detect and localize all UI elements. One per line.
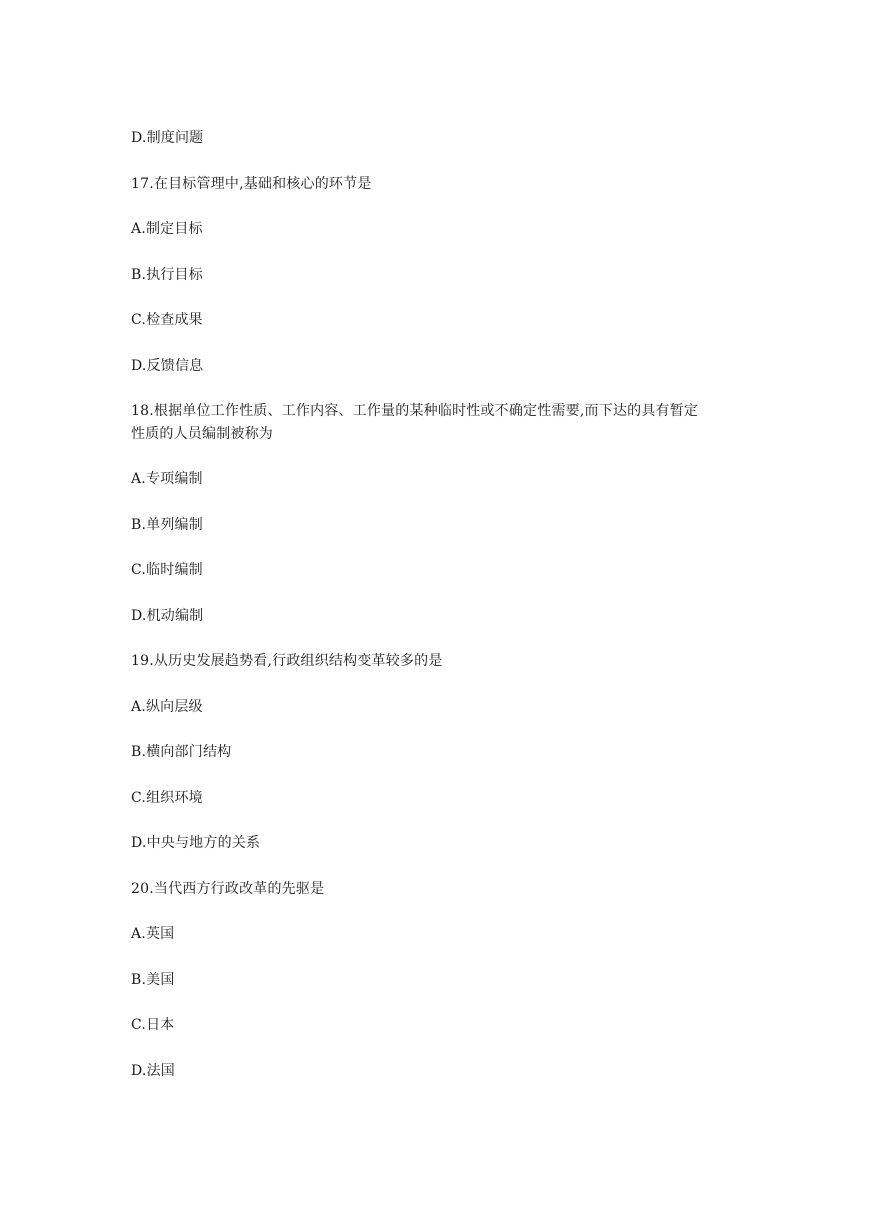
option-18-a: A.专项编制	[131, 471, 203, 487]
question-18-line-2: 性质的人员编制被称为	[131, 426, 273, 442]
option-19-c: C.组织环境	[131, 790, 203, 806]
option-17-d: D.反馈信息	[131, 358, 204, 374]
question-18-line-1: 18.根据单位工作性质、工作内容、工作量的某种临时性或不确定性需要,而下达的具有暂定	[131, 403, 699, 419]
option-20-c: C.日本	[131, 1017, 175, 1033]
option-20-b: B.美国	[131, 972, 175, 988]
option-18-c: C.临时编制	[131, 562, 203, 578]
option-19-d: D.中央与地方的关系	[131, 835, 261, 851]
question-20: 20.当代西方行政改革的先驱是	[131, 881, 325, 897]
option-16-d: D.制度问题	[131, 130, 204, 146]
option-17-b: B.执行目标	[131, 267, 203, 283]
option-20-d: D.法国	[131, 1063, 175, 1079]
option-19-b: B.横向部门结构	[131, 744, 232, 760]
option-18-d: D.机动编制	[131, 608, 204, 624]
question-19: 19.从历史发展趋势看,行政组织结构变革较多的是	[131, 653, 443, 669]
option-20-a: A.英国	[131, 926, 175, 942]
option-17-a: A.制定目标	[131, 221, 203, 237]
option-17-c: C.检查成果	[131, 312, 203, 328]
question-17: 17.在目标管理中,基础和核心的环节是	[131, 176, 372, 192]
option-18-b: B.单列编制	[131, 517, 203, 533]
option-19-a: A.纵向层级	[131, 699, 203, 715]
